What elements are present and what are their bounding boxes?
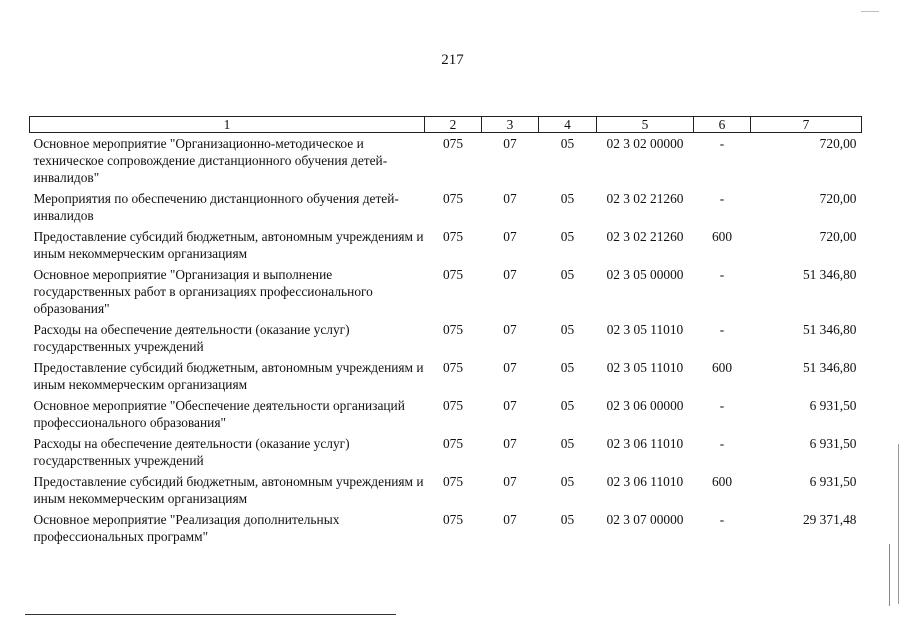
row-col-6: - [719,136,725,151]
row-col-3: 07 [503,267,517,282]
row-col-3: 07 [503,512,517,527]
row-col-4: 05 [560,322,575,337]
row-col-2: 075 [442,436,464,451]
header-col-6: 6 [694,117,751,133]
row-col-6: - [719,322,725,337]
scan-edge-line [898,444,899,604]
scan-edge-mark [889,544,890,606]
row-col-6: - [719,436,725,451]
row-amount: 6 931,50 [809,474,857,489]
row-col-4: 05 [560,136,575,151]
row-col-2: 075 [442,360,464,375]
row-col-5: 02 3 02 00000 [606,136,684,151]
table-row [30,133,862,189]
row-col-2: 075 [442,267,464,282]
header-row [30,117,862,133]
table-row [30,433,862,471]
row-col-6: - [719,512,725,527]
row-amount: 6 931,50 [809,398,857,413]
row-col-6: - [719,267,725,282]
table-row [30,357,862,395]
budget-table [29,116,862,547]
row-col-5: 02 3 06 00000 [606,398,684,413]
row-col-5: 02 3 05 11010 [606,322,684,337]
row-col-3: 07 [503,398,517,413]
footnote-divider [25,614,396,615]
row-amount: 51 346,80 [802,267,857,282]
row-col-5: 02 3 06 11010 [606,474,684,489]
header-col-5: 5 [597,117,694,133]
row-name: Основное мероприятие "Обеспечение деятельности организаций профессионального образования" [33,398,405,430]
row-col-2: 075 [442,229,464,244]
header-col-1: 1 [30,117,425,133]
row-col-2: 075 [442,322,464,337]
row-amount: 720,00 [819,191,857,206]
table-row [30,471,862,509]
row-col-2: 075 [442,512,464,527]
table-row [30,319,862,357]
row-name: Предоставление субсидий бюджетным, автономным учреждениям и иным некоммерческим организациям [33,229,424,261]
row-col-3: 07 [503,229,517,244]
row-col-2: 075 [442,398,464,413]
row-name: Предоставление субсидий бюджетным, автономным учреждениям и иным некоммерческим организациям [33,474,424,506]
row-amount: 51 346,80 [802,360,857,375]
header-col-7: 7 [751,117,862,133]
row-col-5: 02 3 02 21260 [606,229,684,244]
page-number: 217 [441,52,464,68]
table-row [30,188,862,226]
row-col-5: 02 3 02 21260 [606,191,684,206]
row-col-4: 05 [560,436,575,451]
row-col-4: 05 [560,267,575,282]
row-col-5: 02 3 07 00000 [606,512,684,527]
row-col-3: 07 [503,474,517,489]
row-col-2: 075 [442,474,464,489]
row-col-3: 07 [503,436,517,451]
row-col-3: 07 [503,322,517,337]
row-amount: 51 346,80 [802,322,857,337]
row-name: Основное мероприятие "Организация и выполнение государственных работ в организациях профессионального образования" [33,267,373,316]
row-name: Мероприятия по обеспечению дистанционного обучения детей-инвалидов [33,191,399,223]
row-col-6: - [719,191,725,206]
row-col-6: - [719,398,725,413]
table-row [30,264,862,319]
row-amount: 29 371,48 [802,512,857,527]
header-col-2: 2 [425,117,482,133]
row-col-5: 02 3 05 00000 [606,267,684,282]
table-row [30,226,862,264]
row-col-3: 07 [503,136,517,151]
table-row [30,395,862,433]
row-amount: 6 931,50 [809,436,857,451]
row-col-2: 075 [442,136,464,151]
row-name: Основное мероприятие "Организационно-методическое и техническое сопровождение дистанционного обучения детей-инвалидов" [33,136,388,185]
row-name: Предоставление субсидий бюджетным, автономным учреждениям и иным некоммерческим организациям [33,360,424,392]
scan-mark [861,11,879,12]
row-col-5: 02 3 06 11010 [606,436,684,451]
row-col-3: 07 [503,360,517,375]
row-col-4: 05 [560,360,575,375]
row-col-4: 05 [560,229,575,244]
row-col-6: 600 [711,360,733,375]
row-col-5: 02 3 05 11010 [606,360,684,375]
header-col-4: 4 [539,117,597,133]
row-col-4: 05 [560,474,575,489]
row-col-2: 075 [442,191,464,206]
row-name: Расходы на обеспечение деятельности (оказание услуг) государственных учреждений [33,322,350,354]
row-name: Основное мероприятие "Реализация дополнительных профессиональных программ" [33,512,340,544]
row-name: Расходы на обеспечение деятельности (оказание услуг) государственных учреждений [33,436,350,468]
header-col-3: 3 [482,117,539,133]
row-amount: 720,00 [819,136,857,151]
row-col-3: 07 [503,191,517,206]
row-col-6: 600 [711,229,733,244]
row-col-4: 05 [560,191,575,206]
row-amount: 720,00 [819,229,857,244]
row-col-4: 05 [560,398,575,413]
row-col-4: 05 [560,512,575,527]
row-col-6: 600 [711,474,733,489]
table-row [30,509,862,547]
